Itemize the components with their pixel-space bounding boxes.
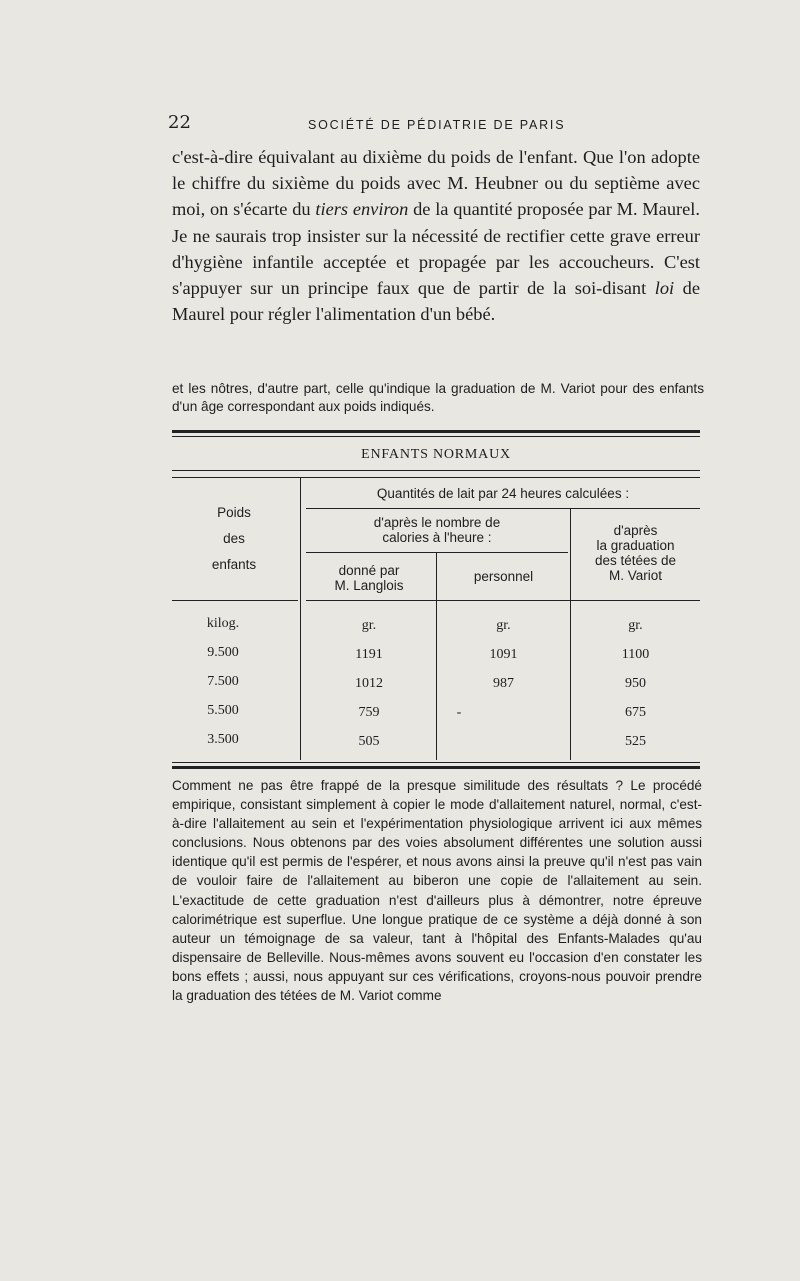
table-title: ENFANTS NORMAUX — [361, 447, 511, 462]
column-header-rule — [306, 600, 700, 601]
paragraph-1-text-c: de Maurel pour régler l'alimentation d'un bébé. — [172, 278, 700, 325]
col-header-langlois — [302, 563, 436, 593]
table-bottom-rule-thick — [172, 766, 700, 769]
unit-weight: kilog. — [206, 616, 240, 631]
table-bottom-rule-thin — [172, 762, 700, 763]
cell-weight: 3.500 — [207, 732, 239, 747]
stub-header-rule — [172, 600, 298, 601]
table-top-rule-thin — [172, 436, 700, 437]
unit-variot: gr. — [628, 618, 643, 633]
cell-variot: 1100 — [621, 647, 650, 662]
page-header — [168, 112, 700, 138]
paragraph-1 — [172, 144, 700, 327]
table-top-rule-thick — [172, 430, 700, 433]
col-header-variot-line-2: la graduation — [596, 538, 675, 553]
paragraph-3: Comment ne pas être frappé de la presque similitude des résultats ? Le procédé empirique, consistant simplement à copier le mode d'allaitement naturel, normal, c'est-à-dire l'allaitement au sein et l'expérimentation physiologique arrivent ici aux mêmes conclusions. Nous obtenons par des voies absolument différentes une solution aussi identique qu'il est permis de l'espérer, et nous avons ainsi la preuve qu'il n'est pas vain de vouloir faire de l'allaitement au biberon une copie de l'allaitement au sein. L'exactitude de cette graduation n'est d'ailleurs plus à démontrer, notre épreuve calorimétrique est superflue. Une longue pratique de ce système a déjà donné à son auteur un témoignage de sa valeur, tant à l'hôpital des Enfants-Malades qu'au dispensaire de Belleville. Nous-mêmes avons souvent eu l'occasion d'en constater les bons effets ; aussi, nous appuyant sur ces vérifications, croyons-nous pouvoir prendre la graduation des tétées de M. Variot comme — [172, 778, 702, 1004]
cell-variot: 525 — [625, 734, 646, 749]
cell-personnel: 1091 — [489, 647, 518, 662]
group-header-rule — [306, 508, 700, 509]
row-header-line-1: Poids — [217, 505, 251, 520]
cell-personnel: 987 — [493, 676, 514, 691]
subgroup-header — [306, 515, 568, 545]
cell-personnel: - — [456, 705, 462, 720]
group-header: Quantités de lait par 24 heures calculées : — [376, 486, 630, 501]
col-header-langlois-line-2: M. Langlois — [334, 578, 404, 593]
cell-langlois: 1191 — [355, 647, 383, 662]
paragraph-1-italic-b: loi — [654, 278, 675, 299]
col-divider-1 — [300, 478, 301, 760]
cell-weight: 7.500 — [207, 674, 239, 689]
page-number: 22 — [168, 112, 191, 133]
paragraph-2: et les nôtres, d'autre part, celle qu'indique la graduation de M. Variot pour des enfants d'un âge correspondant aux poids indiqués. — [172, 381, 704, 414]
col-header-personnel: personnel — [473, 569, 534, 584]
col-header-variot-line-3: des tétées de — [594, 553, 677, 568]
paragraph-1-text-b: de la quantité proposée par M. Maurel. Je ne saurais trop insister sur la nécessité de rectifier cette grave erreur d'hygiène infantile acceptée et propagée par les accoucheurs. C'est s'appuyer sur un principe faux que de partir de la soi-disant — [172, 199, 701, 299]
subgroup-header-line-2: calories à l'heure : — [382, 530, 492, 545]
table-title-rule — [172, 470, 700, 471]
cell-variot: 950 — [625, 676, 646, 691]
col-header-variot — [571, 523, 700, 583]
cell-langlois: 1012 — [355, 676, 383, 691]
unit-personnel: gr. — [496, 618, 511, 633]
subgroup-header-line-1: d'après le nombre de — [373, 515, 501, 530]
col-header-variot-line-1: d'après — [613, 523, 658, 538]
paragraph-1-text-a: c'est-à-dire équivalant au dixième du poids de l'enfant. Que l'on adopte le chiffre du sixième du poids avec M. Heubner ou du septième avec moi, on s'écarte du — [172, 147, 700, 220]
row-header — [172, 500, 296, 578]
row-header-line-2: des — [223, 531, 245, 546]
table-header-rule — [172, 477, 700, 478]
cell-weight: 5.500 — [207, 703, 239, 718]
paragraph-1-italic-a: tiers environ — [315, 199, 409, 220]
unit-langlois: gr. — [361, 618, 377, 633]
row-header-line-3: enfants — [211, 557, 257, 572]
subgroup-header-rule — [306, 552, 568, 553]
cell-variot: 675 — [625, 705, 646, 720]
cell-langlois: 505 — [358, 734, 380, 749]
col-header-langlois-line-1: donné par — [338, 563, 400, 578]
cell-weight: 9.500 — [207, 645, 239, 660]
cell-langlois: 759 — [358, 705, 380, 720]
running-title: SOCIÉTÉ DE PÉDIATRIE DE PARIS — [308, 118, 566, 132]
col-header-variot-line-4: M. Variot — [608, 568, 662, 583]
